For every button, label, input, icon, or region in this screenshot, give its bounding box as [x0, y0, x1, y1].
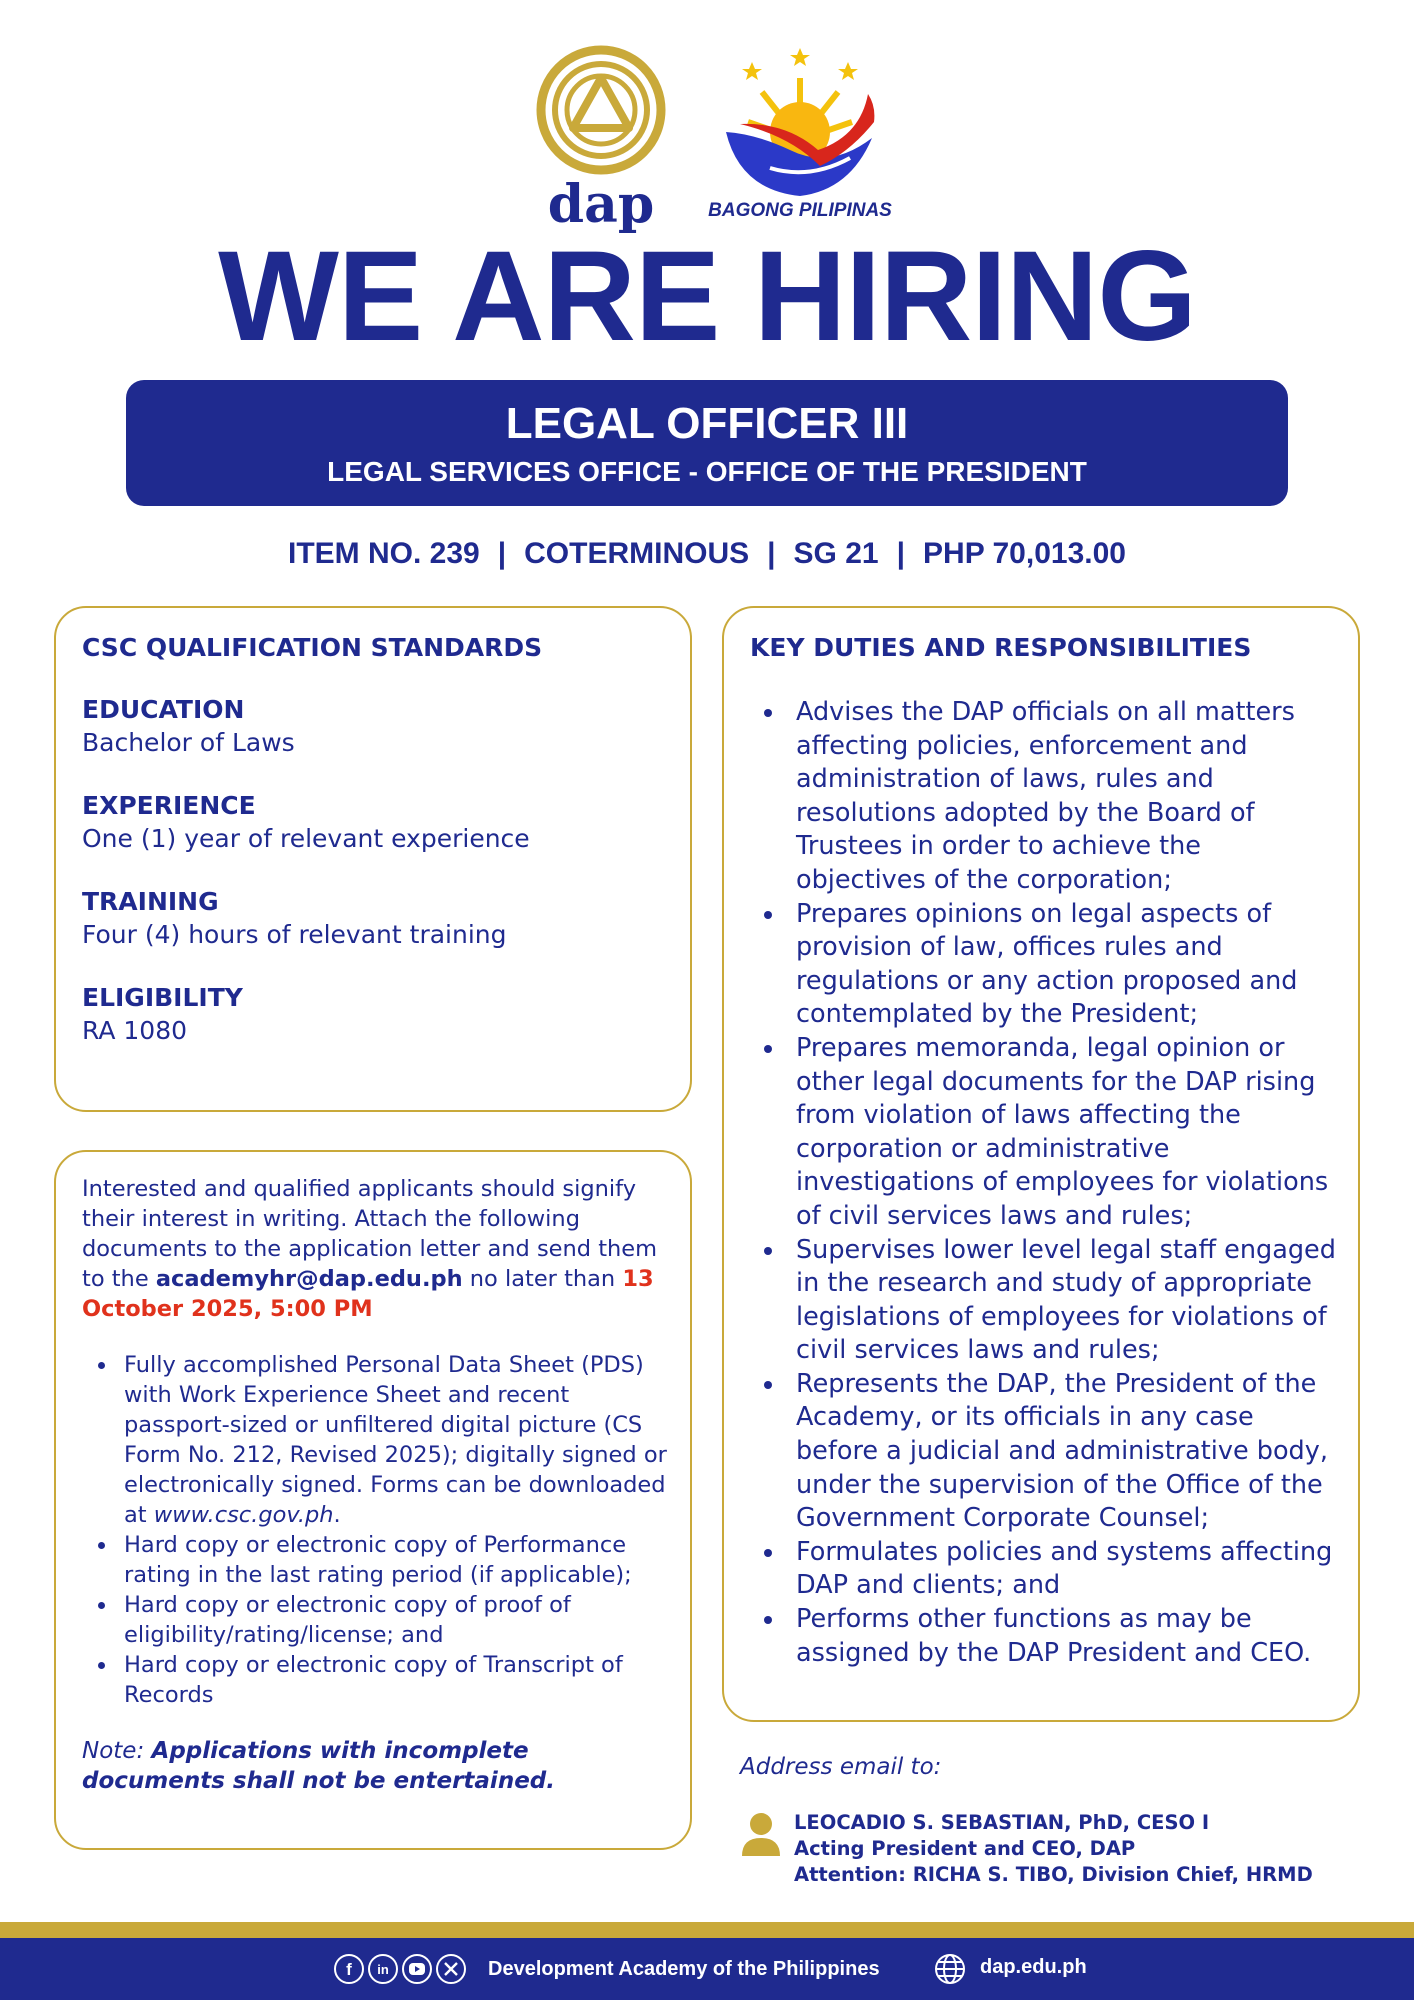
duties-card	[722, 606, 1360, 1722]
qualifications-card	[54, 606, 692, 1112]
eligibility-value: RA 1080	[82, 1016, 188, 1045]
dap-emblem-icon	[533, 44, 669, 234]
list-item: Formulates policies and systems affecting DAP and clients; and	[750, 1536, 1338, 1603]
duties-title: KEY DUTIES AND RESPONSIBILITIES	[750, 633, 1252, 662]
eligibility-label: ELIGIBILITY	[82, 983, 243, 1012]
list-item: Hard copy or electronic copy of proof of eligibility/rating/license; and	[82, 1590, 670, 1650]
position-office: LEGAL SERVICES OFFICE - OFFICE OF THE PRESIDENT	[327, 456, 1087, 487]
list-item: Supervises lower level legal staff engaged in the research and study of appropriate legislations of employees for violations of civil services laws and rules;	[750, 1234, 1338, 1368]
footer	[0, 1938, 1414, 2000]
list-item: Represents the DAP, the President of the Academy, or its officials in any case before a judicial and administrative body, under the supervision of the Office of the Government Corporate Counsel;	[750, 1368, 1338, 1536]
note-label: Note:	[82, 1738, 145, 1764]
linkedin-icon[interactable]	[368, 1954, 398, 1984]
bagong-pilipinas-logo	[700, 40, 900, 232]
position-title: LEGAL OFFICER III	[505, 399, 909, 448]
bagong-pilipinas-emblem-icon	[700, 40, 900, 200]
experience-value: One (1) year of relevant experience	[82, 824, 530, 853]
duties-list	[750, 696, 1338, 1670]
address-block	[794, 1810, 1313, 1888]
education-value: Bachelor of Laws	[82, 728, 295, 757]
x-twitter-icon[interactable]	[436, 1954, 466, 1984]
footer-website-link[interactable]: dap.edu.ph	[980, 1956, 1087, 1978]
training-value: Four (4) hours of relevant training	[82, 920, 507, 949]
csc-website-link[interactable]: www.csc.gov.ph	[153, 1502, 334, 1528]
attention-line: Attention: RICHA S. TIBO, Division Chief, HRMD	[794, 1863, 1313, 1886]
facebook-icon[interactable]	[334, 1954, 364, 1984]
bagong-pilipinas-text: BAGONG PILIPINAS	[708, 200, 892, 221]
list-item: Advises the DAP officials on all matters affecting policies, enforcement and administration of laws, rules and resolutions adopted by the Board of Trustees in order to achieve the objectives of the corporation;	[750, 696, 1338, 898]
list-item: Fully accomplished Personal Data Sheet (PDS) with Work Experience Sheet and recent passport-sized or unfiltered digital picture (CS Form No. 212, Revised 2025); digitally signed or electronically signed. Forms can be downloaded at www.csc.gov.ph.	[82, 1350, 670, 1530]
position-banner	[126, 380, 1288, 506]
divider: |	[497, 537, 507, 570]
svg-text:f: f	[346, 1960, 352, 1979]
note-text: Applications with incomplete documents shall not be entertained.	[82, 1738, 555, 1794]
divider: |	[767, 537, 776, 570]
list-item: Performs other functions as may be assigned by the DAP President and CEO.	[750, 1603, 1338, 1670]
application-intro	[82, 1174, 670, 1324]
employment-status: COTERMINOUS	[524, 537, 750, 570]
training-label: TRAINING	[82, 887, 219, 916]
divider: |	[896, 537, 906, 570]
youtube-icon[interactable]	[402, 1954, 432, 1984]
list-item: Hard copy or electronic copy of Transcript of Records	[82, 1650, 670, 1710]
addressee-role: Acting President and CEO, DAP	[794, 1837, 1136, 1860]
intro-text: Interested and qualified applicants should signify their interest in writing. Attach the following documents to the application letter and send them to the	[82, 1176, 658, 1292]
application-card	[54, 1150, 692, 1850]
item-number: ITEM NO. 239	[288, 537, 480, 570]
application-email-link[interactable]: academyhr@dap.edu.ph	[155, 1266, 463, 1292]
svg-text:in: in	[377, 1962, 389, 1977]
education-label: EDUCATION	[82, 695, 245, 724]
salary-grade: SG 21	[793, 537, 879, 570]
addressee-name: LEOCADIO S. SEBASTIAN, PhD, CESO I	[794, 1811, 1210, 1834]
footer-gold-strip	[0, 1922, 1414, 1938]
doc-1-text: Fully accomplished Personal Data Sheet (PDS) with Work Experience Sheet and recent passport-sized or unfiltered digital picture (CS Form No. 212, Revised 2025); digitally signed or electronically signed. Forms can be downloaded at	[124, 1352, 667, 1528]
globe-icon	[934, 1953, 966, 1985]
salary: PHP 70,013.00	[923, 537, 1126, 570]
dap-logo-text: dap	[547, 174, 655, 234]
documents-list	[82, 1350, 670, 1710]
intro-mid-text: no later than	[469, 1266, 616, 1292]
address-label: Address email to:	[740, 1754, 942, 1780]
person-icon	[740, 1812, 782, 1856]
qualifications-title: CSC QUALIFICATION STANDARDS	[82, 633, 543, 662]
list-item: Prepares memoranda, legal opinion or other legal documents for the DAP rising from violation of laws affecting the corporation or administrative investigations of employees for violations of civil services laws and rules;	[750, 1032, 1338, 1234]
dap-logo	[533, 44, 669, 234]
deadline: 13 October 2025, 5:00 PM	[82, 1266, 654, 1322]
hiring-headline: WE ARE HIRING	[218, 225, 1196, 368]
position-details	[0, 534, 1414, 574]
list-item: Prepares opinions on legal aspects of provision of law, offices rules and regulations or any action proposed and contemplated by the President;	[750, 898, 1338, 1032]
list-item: Hard copy or electronic copy of Performance rating in the last rating period (if applicable);	[82, 1530, 670, 1590]
note	[82, 1736, 670, 1796]
footer-org-name: Development Academy of the Philippines	[488, 1958, 880, 1980]
experience-label: EXPERIENCE	[82, 791, 256, 820]
